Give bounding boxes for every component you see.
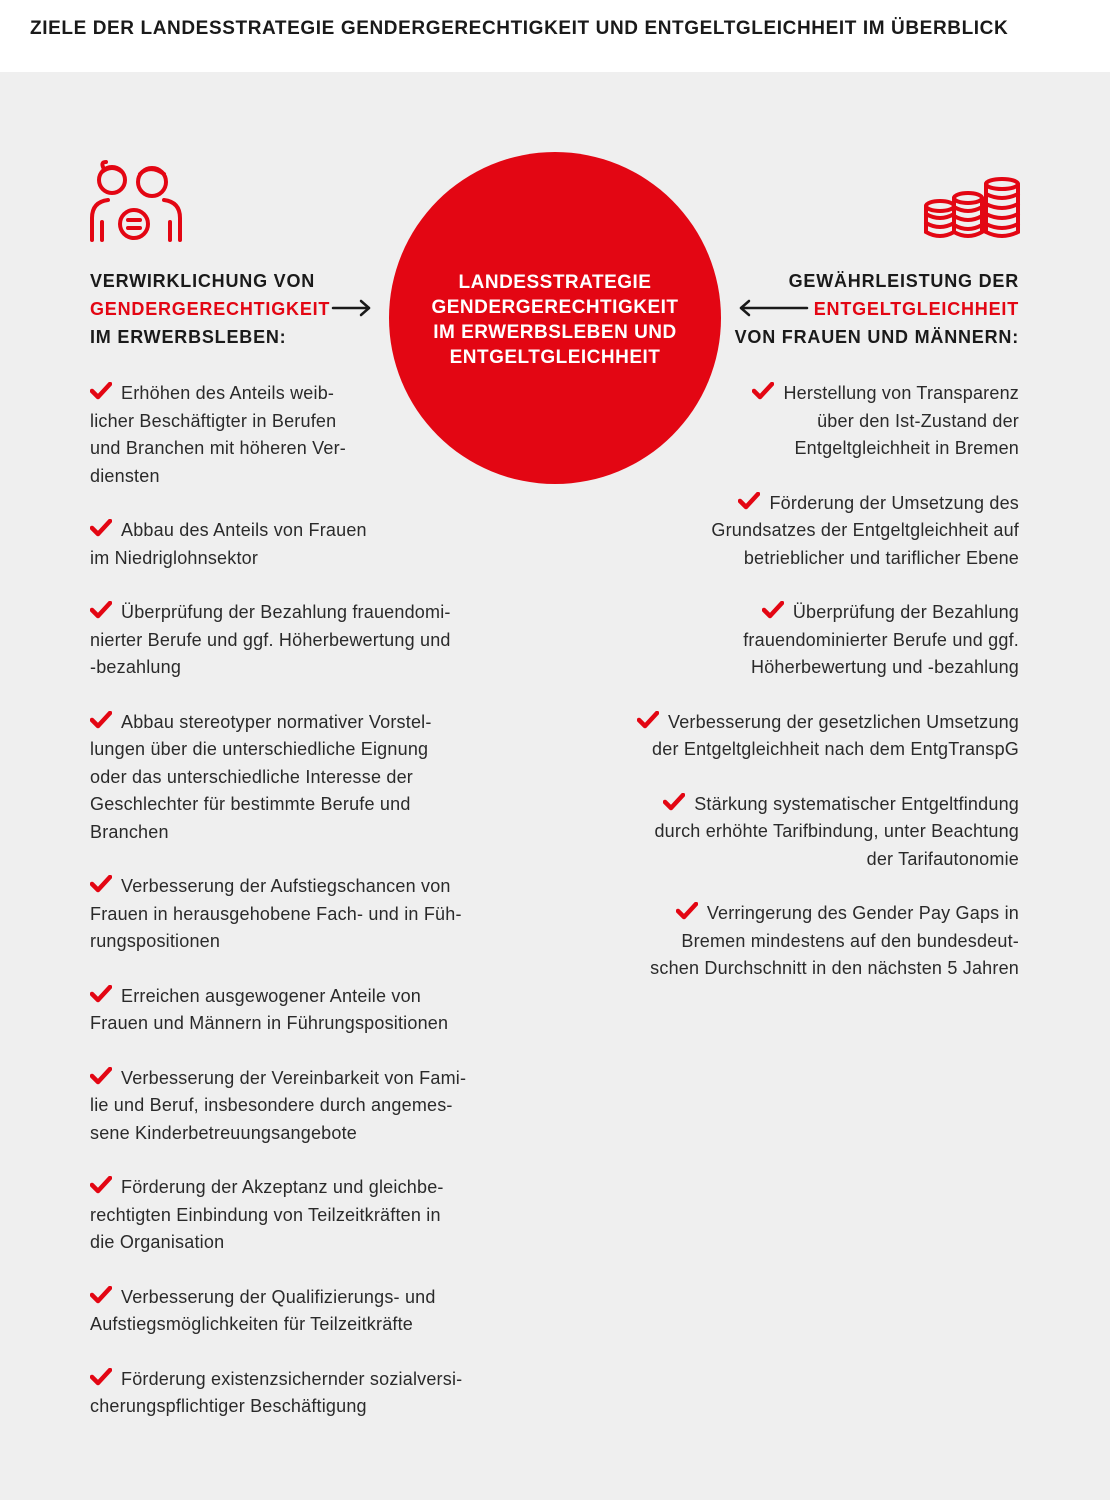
goal-item-line: Frauen in herausgehobene Fach- und in Füh- bbox=[90, 903, 462, 924]
page-title: ZIELE DER LANDESSTRATEGIE GENDERGERECHTIGKEIT UND ENTGELTGLEICHHEIT IM ÜBERBLICK bbox=[30, 18, 1009, 39]
goal-item-line: Bremen mindestens auf den bundesdeut- bbox=[681, 930, 1019, 951]
goal-item-line: Erreichen ausgewogener Anteile von bbox=[90, 983, 500, 1011]
goal-item-line: sene Kinderbetreuungsangebote bbox=[90, 1122, 358, 1143]
checkmark-icon bbox=[90, 875, 112, 893]
goal-item-line: Aufstiegsmöglichkeiten für Teilzeitkräfte bbox=[90, 1314, 414, 1334]
goal-item-line: Geschlechter für bestimmte Berufe und bbox=[90, 794, 411, 814]
goal-item-line: licher Beschäftigter in Berufen bbox=[90, 410, 337, 431]
goal-item bbox=[90, 983, 500, 1038]
goal-item-line: Verbesserung der Aufstiegschancen von bbox=[90, 873, 500, 901]
strategy-title-line: GENDERGERECHTIGKEIT bbox=[431, 297, 679, 318]
goal-item bbox=[599, 599, 1019, 682]
header-bar bbox=[0, 0, 1110, 72]
goal-item-line: betrieblicher und tariflicher Ebene bbox=[743, 547, 1019, 568]
goal-item-line: die Organisation bbox=[90, 1232, 225, 1252]
goal-item-line: der Entgeltgleichheit nach dem EntgTranspG bbox=[652, 739, 1019, 759]
strategy-title-line: IM ERWERBSLEBEN UND bbox=[433, 322, 677, 343]
goal-item bbox=[90, 1366, 500, 1421]
goal-item-line: Grundsatzes der Entgeltgleichheit auf bbox=[711, 520, 1019, 540]
goal-item bbox=[90, 1174, 500, 1257]
goal-item-line: Frauen und Männern in Führungspositionen bbox=[90, 1013, 449, 1033]
goal-item-line: lie und Beruf, insbesondere durch angemes- bbox=[90, 1095, 453, 1115]
goal-item-line: cherungspflichtiger Beschäftigung bbox=[90, 1396, 367, 1416]
goal-item bbox=[90, 873, 500, 956]
goal-item bbox=[90, 709, 500, 847]
checkmark-icon bbox=[752, 382, 774, 400]
right-goal-list bbox=[599, 380, 1019, 1010]
goal-item bbox=[599, 900, 1019, 983]
goal-item-line: rungspositionen bbox=[90, 931, 221, 951]
goal-item-line: Verbesserung der Qualifizierungs- und bbox=[90, 1284, 500, 1312]
goal-item-line: schen Durchschnitt in den nächsten 5 Jahren bbox=[650, 958, 1019, 978]
goal-item-line: Förderung der Akzeptanz und gleichbe- bbox=[90, 1174, 500, 1202]
goal-item-line: oder das unterschiedliche Interesse der bbox=[90, 766, 413, 787]
checkmark-icon bbox=[90, 601, 112, 619]
goal-item bbox=[599, 791, 1019, 874]
goal-item-line: Branchen bbox=[90, 821, 169, 842]
goal-item-line: Abbau des Anteils von Frauen bbox=[90, 517, 500, 545]
strategy-title-line: LANDESSTRATEGIE bbox=[458, 272, 652, 293]
checkmark-icon bbox=[637, 711, 659, 729]
strategy-title-line: ENTGELTGLEICHHEIT bbox=[449, 347, 661, 368]
goal-item-line: nierter Berufe und ggf. Höherbewertung und bbox=[90, 629, 451, 650]
checkmark-icon bbox=[663, 793, 685, 811]
goal-item-line: Förderung existenzsichernder sozialversi- bbox=[90, 1366, 500, 1394]
checkmark-icon bbox=[738, 492, 760, 510]
checkmark-icon bbox=[90, 519, 112, 537]
arrow-right-icon bbox=[331, 298, 373, 318]
goal-item bbox=[90, 517, 500, 572]
goal-item-line: Verbesserung der Vereinbarkeit von Fami- bbox=[90, 1065, 500, 1093]
goal-item-line: Abbau stereotyper normativer Vorstel- bbox=[90, 709, 500, 737]
left-heading-line: IM ERWERBSLEBEN: bbox=[90, 327, 287, 347]
goal-item-line: im Niedriglohnsektor bbox=[90, 547, 259, 568]
goal-item bbox=[90, 1284, 500, 1339]
checkmark-icon bbox=[90, 711, 112, 729]
checkmark-icon bbox=[90, 1286, 112, 1304]
left-heading-line: VERWIRKLICHUNG VON bbox=[90, 271, 316, 291]
goal-item-line: Stärkung systematischer Entgeltfindung bbox=[599, 791, 1019, 819]
goal-item-line: Höherbewertung und -bezahlung bbox=[751, 657, 1019, 677]
goal-item-line: und Branchen mit höheren Ver- bbox=[90, 438, 346, 458]
checkmark-icon bbox=[90, 1368, 112, 1386]
goal-item-line: über den Ist-Zustand der bbox=[817, 410, 1019, 431]
left-heading bbox=[90, 267, 330, 351]
goal-item-line: Herstellung von Transparenz bbox=[599, 380, 1019, 408]
right-heading-highlight: ENTGELTGLEICHHEIT bbox=[813, 299, 1019, 319]
goal-item bbox=[599, 490, 1019, 573]
checkmark-icon bbox=[762, 601, 784, 619]
goal-item bbox=[90, 1065, 500, 1148]
goal-item-line: rechtigten Einbindung von Teilzeitkräften in bbox=[90, 1204, 441, 1225]
goal-item bbox=[90, 599, 500, 682]
left-goal-list bbox=[90, 380, 500, 1448]
goal-item-line: lungen über die unterschiedliche Eignung bbox=[90, 739, 429, 759]
goal-item-line: durch erhöhte Tarifbindung, unter Beachtung bbox=[654, 821, 1019, 841]
goal-item-line: Überprüfung der Bezahlung bbox=[599, 599, 1019, 627]
goal-item-line: der Tarifautonomie bbox=[866, 848, 1019, 869]
goal-item bbox=[599, 709, 1019, 764]
left-heading-highlight: GENDERGERECHTIGKEIT bbox=[90, 299, 331, 319]
strategy-title bbox=[405, 270, 705, 370]
goal-item-line: Erhöhen des Anteils weib- bbox=[90, 380, 500, 408]
goal-item bbox=[90, 380, 500, 490]
goal-item-line: Verringerung des Gender Pay Gaps in bbox=[599, 900, 1019, 928]
coins-stack-icon bbox=[922, 176, 1022, 240]
goal-item-line: Entgeltgleichheit in Bremen bbox=[794, 438, 1019, 458]
checkmark-icon bbox=[90, 1176, 112, 1194]
goal-item-line: Verbesserung der gesetzlichen Umsetzung bbox=[599, 709, 1019, 737]
goal-item-line: diensten bbox=[90, 465, 160, 486]
checkmark-icon bbox=[90, 1067, 112, 1085]
right-heading-line: GEWÄHRLEISTUNG DER bbox=[788, 271, 1019, 291]
checkmark-icon bbox=[90, 382, 112, 400]
right-heading-line: VON FRAUEN UND MÄNNERN: bbox=[734, 327, 1019, 347]
goal-item bbox=[599, 380, 1019, 463]
arrow-left-icon bbox=[737, 298, 809, 318]
goal-item-line: -bezahlung bbox=[90, 657, 182, 677]
goal-item-line: Überprüfung der Bezahlung frauendomi- bbox=[90, 599, 500, 627]
people-equal-icon bbox=[88, 160, 184, 244]
goal-item-line: Förderung der Umsetzung des bbox=[599, 490, 1019, 518]
checkmark-icon bbox=[676, 902, 698, 920]
checkmark-icon bbox=[90, 985, 112, 1003]
goal-item-line: frauendominierter Berufe und ggf. bbox=[743, 629, 1019, 650]
